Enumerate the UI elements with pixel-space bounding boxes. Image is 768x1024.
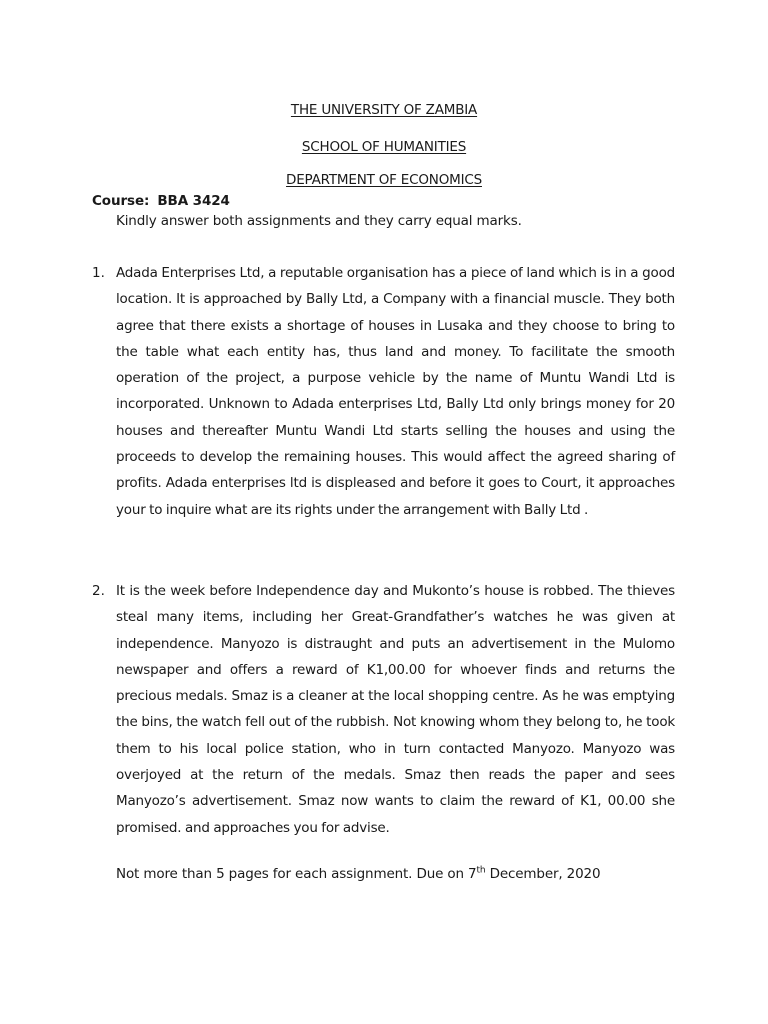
due-note-text: Not more than 5 pages for each assignment. Due on 7: [116, 866, 477, 882]
question-number: 1.: [92, 265, 105, 281]
question-1: [92, 260, 675, 550]
instructions-text: Kindly answer both assignments and they carry equal marks.: [116, 213, 522, 229]
question-text: Adada Enterprises Ltd, a reputable organisation has a piece of land which is in a good location. It is approached by Bally Ltd, a Company with a financial muscle. They both agree that there exists a shortage of houses in Lusaka and they choose to bring to the table what each entity has, thus land and money. To facilitate the smooth operation of the project, a purpose vehicle by the name of Muntu Wandi Ltd is incorporated. Unknown to Adada enterprises Ltd, Bally Ltd only brings money for 20 houses and thereafter Muntu Wandi Ltd starts selling the houses and using the proceeds to develop the remaining houses. This would affect the agreed sharing of profits. Adada enterprises ltd is displeased and before it goes to Court, it approaches your to inquire what are its rights under the arrangement with Bally Ltd .: [116, 265, 675, 518]
school-heading: SCHOOL OF HUMANITIES: [301, 139, 467, 155]
course-label: Course:: [92, 193, 150, 209]
question-2: [92, 578, 675, 844]
due-date-text: December, 2020: [485, 866, 601, 882]
question-number: 2.: [92, 583, 105, 599]
department-heading: DEPARTMENT OF ECONOMICS: [286, 172, 482, 188]
due-date-superscript: th: [476, 865, 486, 876]
course-line: [92, 193, 230, 209]
university-heading: THE UNIVERSITY OF ZAMBIA: [290, 102, 478, 118]
course-code: BBA 3424: [157, 193, 230, 209]
due-date-note: [116, 866, 600, 882]
question-text: It is the week before Independence day and Mukonto’s house is robbed. The thieves steal many items, including her Great-Grandfather’s watches he was given at independence. Manyozo is distraught and puts an advertisement in the Mulomo newspaper and offers a reward of K1,00.00 for whoever finds and returns the precious medals. Smaz is a cleaner at the local shopping centre. As he was emptying the bins, the watch fell out of the rubbish. Not knowing whom they belong to, he took them to his local police station, who in turn contacted Manyozo. Manyozo was overjoyed at the return of the medals. Smaz then reads the paper and sees Manyozo’s advertisement. Smaz now wants to claim the reward of K1, 00.00 she promised. and approaches you for advise.: [116, 583, 675, 836]
